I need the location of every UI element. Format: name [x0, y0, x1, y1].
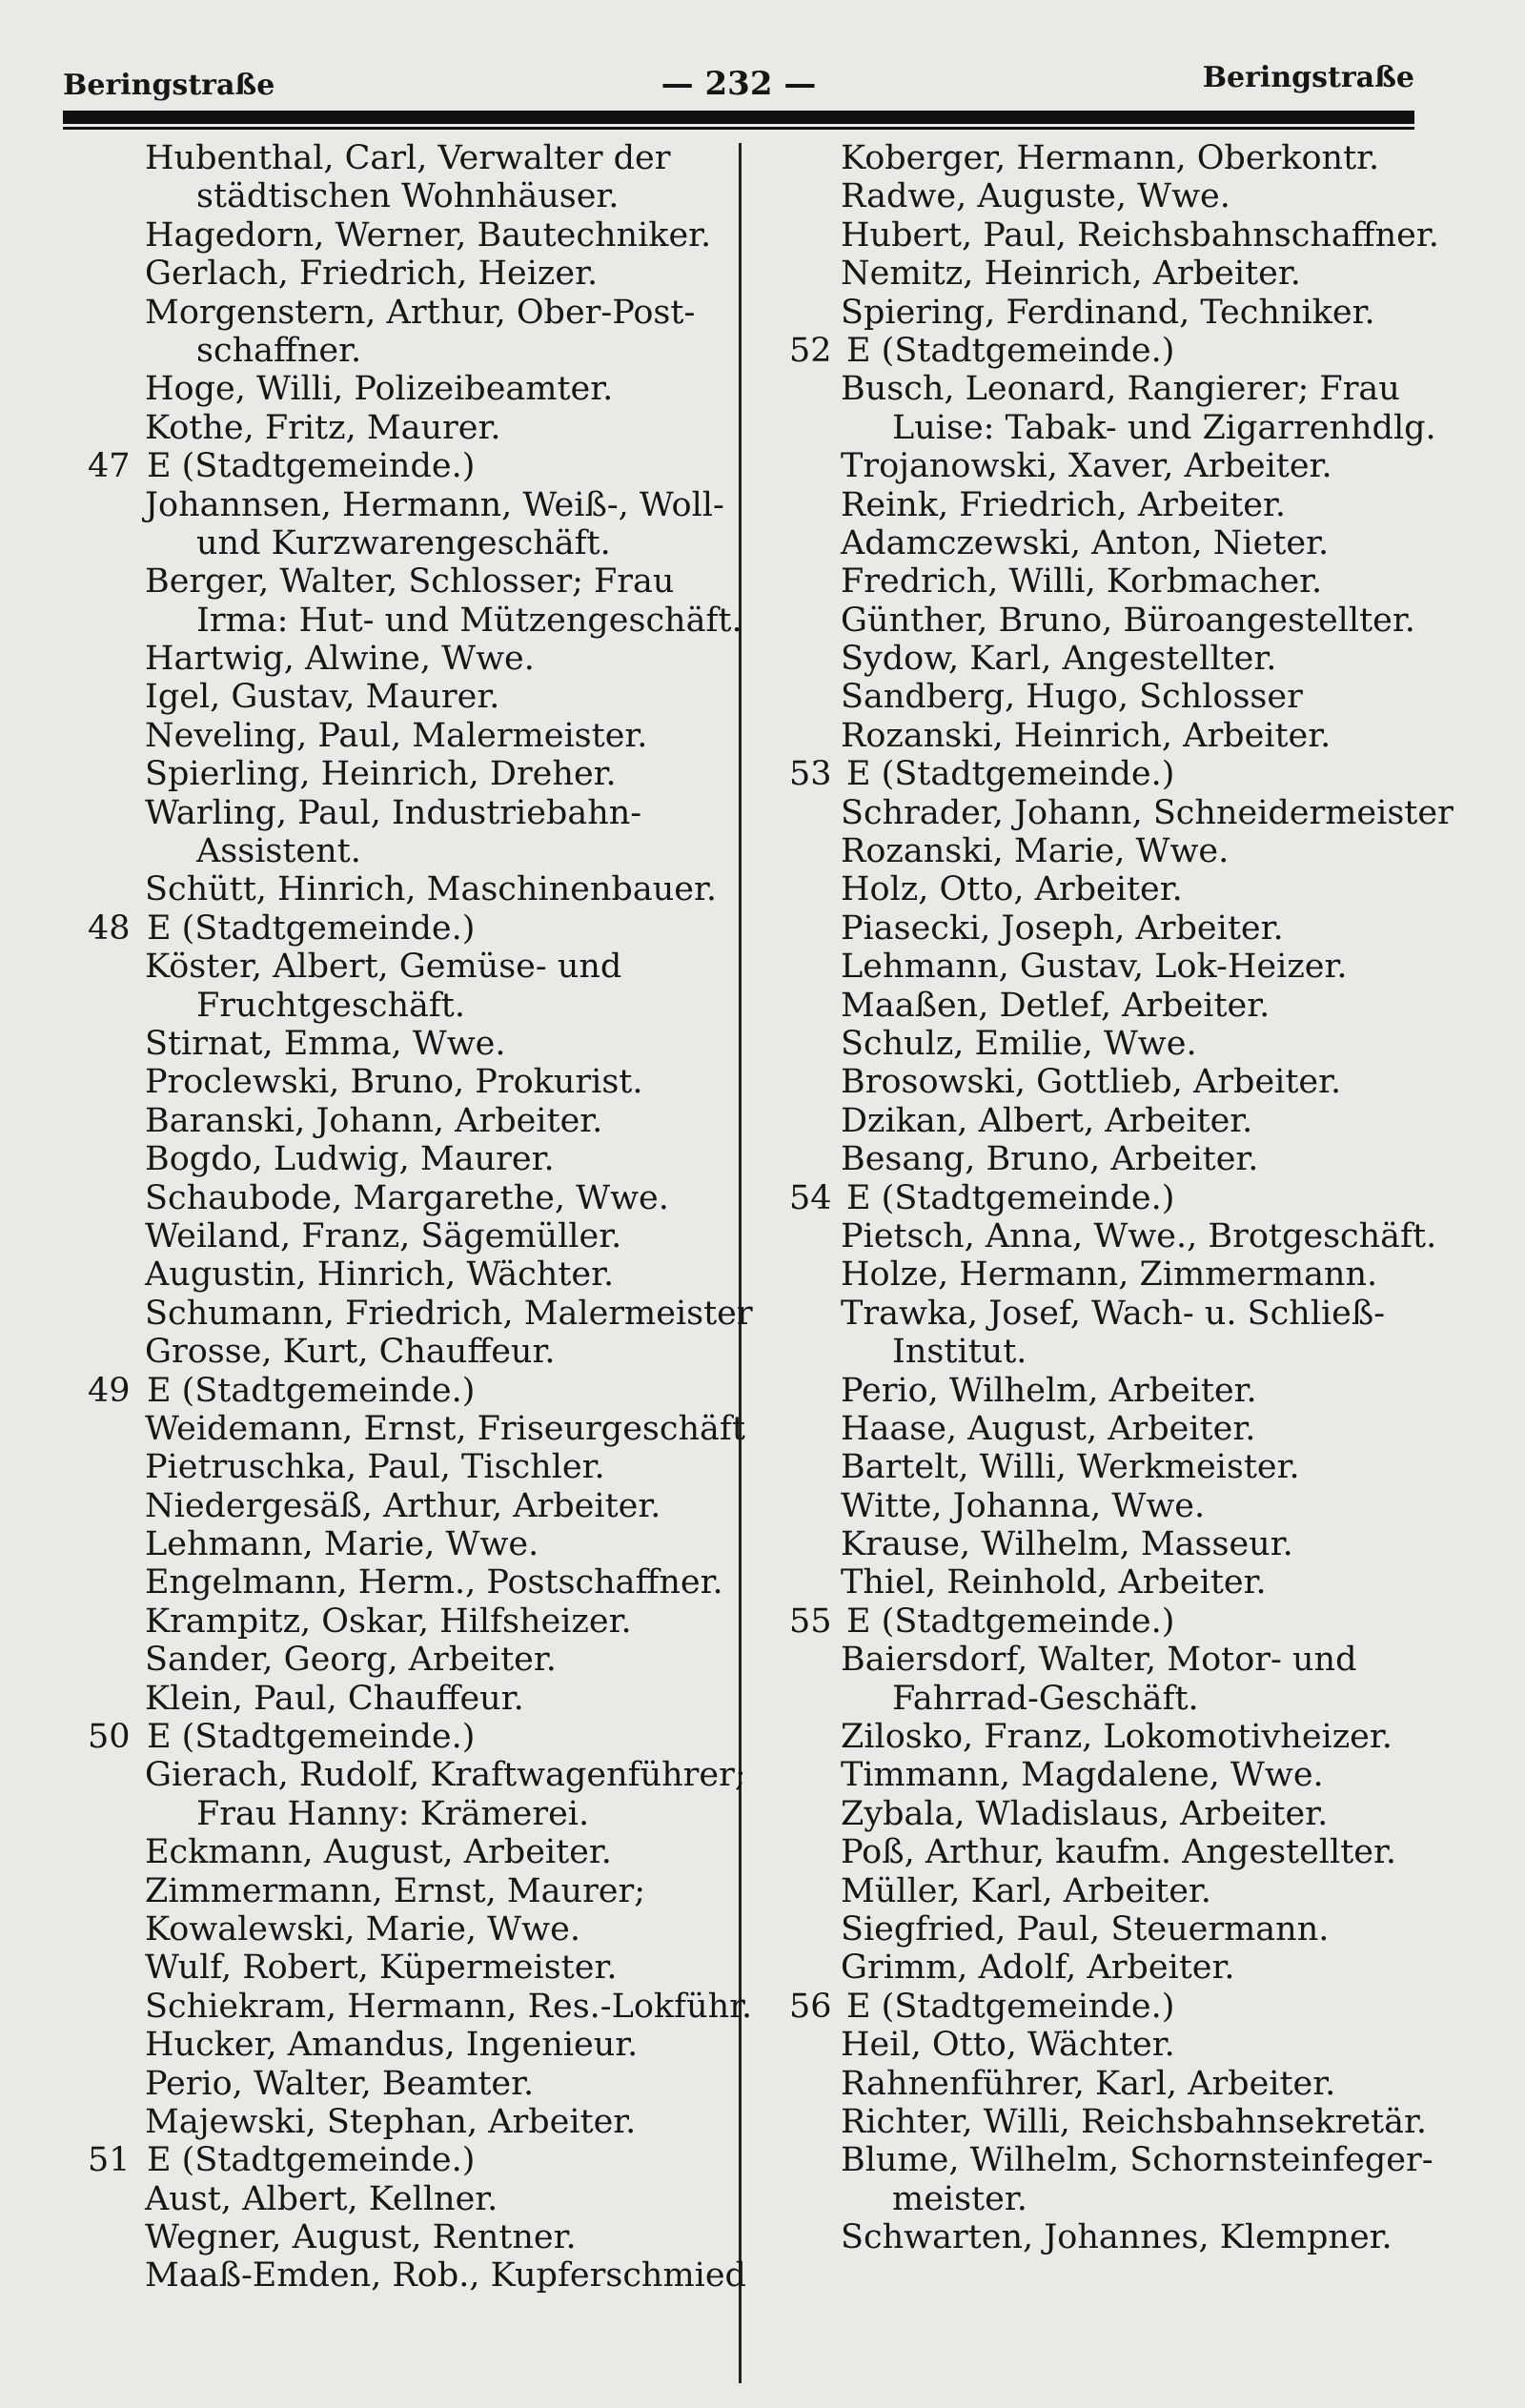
resident-entry: Thiel, Reinhold, Arbeiter. — [841, 1563, 1267, 1602]
right-column — [787, 139, 1474, 2256]
house-number-heading — [88, 1718, 732, 1757]
resident-entry: Schiekram, Hermann, Res.-Lokführ. — [145, 1987, 753, 2026]
resident-entry: Bartelt, Willi, Werkmeister. — [841, 1448, 1300, 1487]
resident-entry: Weiland, Franz, Sägemüller. — [145, 1216, 622, 1255]
resident-entry: Klein, Paul, Chauffeur. — [145, 1679, 524, 1718]
resident-entry-continuation: Luise: Tabak- und Zigarrenhdlg. — [892, 408, 1436, 447]
resident-entry-continuation: Assistent. — [196, 832, 361, 871]
owner-label: E (Stadtgemeinde.) — [147, 908, 476, 948]
resident-entry: Krampitz, Oskar, Hilfsheizer. — [145, 1602, 632, 1641]
house-number-heading — [88, 1371, 732, 1410]
resident-entry: Dzikan, Albert, Arbeiter. — [841, 1101, 1253, 1140]
resident-entry-continuation: meister. — [892, 2179, 1027, 2218]
resident-entry: Haase, August, Arbeiter. — [841, 1409, 1256, 1448]
resident-entry: Augustin, Hinrich, Wächter. — [145, 1255, 615, 1295]
house-number: 54 — [789, 1178, 832, 1217]
house-number-heading — [787, 332, 1474, 370]
resident-entry: Wegner, August, Rentner. — [145, 2218, 577, 2257]
resident-entry: Hagedorn, Werner, Bautechniker. — [145, 215, 712, 255]
resident-entry: Witte, Johanna, Wwe. — [841, 1486, 1206, 1525]
resident-entry: Siegfried, Paul, Steuermann. — [841, 1909, 1330, 1949]
resident-entry: Koberger, Hermann, Oberkontr. — [841, 139, 1380, 177]
resident-entry: Baiersdorf, Walter, Motor- und — [841, 1641, 1357, 1680]
house-number: 49 — [88, 1371, 131, 1410]
resident-entry: Bogdo, Ludwig, Maurer. — [145, 1140, 555, 1179]
resident-entry-continuation: und Kurzwarengeschäft. — [196, 523, 611, 562]
resident-entry-continuation: Institut. — [892, 1333, 1027, 1372]
resident-entry: Schwarten, Johannes, Klempner. — [841, 2218, 1393, 2257]
house-number: 52 — [789, 331, 832, 370]
resident-entry: Hoge, Willi, Polizeibeamter. — [145, 370, 614, 409]
resident-entry: Poß, Arthur, kaufm. Angestellter. — [841, 1833, 1396, 1872]
owner-label: E (Stadtgemeinde.) — [147, 1718, 476, 1757]
header-rule — [63, 111, 1414, 132]
resident-entry: Hubenthal, Carl, Verwalter der — [145, 139, 671, 177]
header-street-left: Beringstraße — [63, 69, 275, 102]
resident-entry: Rozanski, Heinrich, Arbeiter. — [841, 716, 1332, 755]
resident-entry: Baranski, Johann, Arbeiter. — [145, 1101, 603, 1140]
resident-entry: Schumann, Friedrich, Malermeister — [145, 1294, 753, 1333]
house-number: 56 — [789, 1987, 832, 2026]
house-number-heading — [88, 908, 732, 948]
resident-entry: Hucker, Amandus, Ingenieur. — [145, 2026, 639, 2065]
resident-entry: Grosse, Kurt, Chauffeur. — [145, 1333, 556, 1372]
owner-label: E (Stadtgemeinde.) — [846, 1602, 1175, 1641]
resident-entry: Pietsch, Anna, Wwe., Brotgeschäft. — [841, 1216, 1437, 1255]
house-number: 47 — [88, 447, 131, 486]
house-number-heading — [787, 1988, 1474, 2026]
resident-entry: Engelmann, Herm., Postschaffner. — [145, 1563, 723, 1602]
resident-entry: Blume, Wilhelm, Schornsteinfeger- — [841, 2141, 1434, 2180]
owner-label: E (Stadtgemeinde.) — [846, 1178, 1175, 1217]
resident-entry: Hartwig, Alwine, Wwe. — [145, 640, 535, 679]
resident-entry: Sandberg, Hugo, Schlosser — [841, 678, 1303, 717]
house-number: 55 — [789, 1602, 832, 1641]
resident-entry-continuation: Frau Hanny: Krämerei. — [196, 1794, 590, 1833]
resident-entry: Majewski, Stephan, Arbeiter. — [145, 2102, 637, 2141]
resident-entry: Rahnenführer, Karl, Arbeiter. — [841, 2064, 1336, 2103]
resident-entry-continuation: Fruchtgeschäft. — [196, 986, 465, 1025]
resident-entry: Spierling, Heinrich, Dreher. — [145, 755, 617, 794]
header-rule-thin — [63, 127, 1414, 130]
resident-entry: Perio, Wilhelm, Arbeiter. — [841, 1371, 1257, 1410]
resident-entry: Gierach, Rudolf, Kraftwagenführer; — [145, 1756, 746, 1795]
resident-entry: Spiering, Ferdinand, Techniker. — [841, 293, 1375, 332]
resident-entry: Schulz, Emilie, Wwe. — [841, 1024, 1197, 1063]
header-street-right: Beringstraße — [1202, 61, 1414, 94]
resident-entry: Zybala, Wladislaus, Arbeiter. — [841, 1794, 1329, 1833]
resident-entry: Maaßen, Detlef, Arbeiter. — [841, 986, 1271, 1025]
resident-entry: Rozanski, Marie, Wwe. — [841, 832, 1230, 871]
resident-entry: Schaubode, Margarethe, Wwe. — [145, 1178, 669, 1217]
resident-entry: Weidemann, Ernst, Friseurgeschäft — [145, 1409, 745, 1448]
owner-label: E (Stadtgemeinde.) — [846, 755, 1175, 794]
resident-entry: Niedergesäß, Arthur, Arbeiter. — [145, 1486, 661, 1525]
resident-entry: Köster, Albert, Gemüse- und — [145, 948, 622, 987]
resident-entry: Eckmann, August, Arbeiter. — [145, 1833, 612, 1872]
resident-entry: Adamczewski, Anton, Nieter. — [841, 523, 1330, 562]
resident-entry: Warling, Paul, Industriebahn- — [145, 793, 642, 832]
resident-entry: Perio, Walter, Beamter. — [145, 2064, 535, 2103]
owner-label: E (Stadtgemeinde.) — [846, 1987, 1175, 2026]
resident-entry: Proclewski, Bruno, Prokurist. — [145, 1063, 643, 1102]
left-column — [88, 139, 753, 2296]
house-number: 51 — [88, 2141, 131, 2180]
owner-label: E (Stadtgemeinde.) — [846, 331, 1175, 370]
resident-entry: Richter, Willi, Reichsbahnsekretär. — [841, 2102, 1427, 2141]
resident-entry: Schrader, Johann, Schneidermeister — [841, 793, 1454, 832]
house-number-heading — [88, 2141, 732, 2180]
resident-entry: Stirnat, Emma, Wwe. — [145, 1024, 506, 1063]
resident-entry: Schütt, Hinrich, Maschinenbauer. — [145, 870, 717, 909]
resident-entry: Reink, Friedrich, Arbeiter. — [841, 485, 1287, 524]
house-number: 53 — [789, 755, 832, 794]
resident-entry: Holze, Hermann, Zimmermann. — [841, 1255, 1378, 1295]
column-divider — [739, 143, 742, 2383]
resident-entry: Neveling, Paul, Malermeister. — [145, 716, 648, 755]
resident-entry: Kothe, Fritz, Maurer. — [145, 408, 501, 447]
resident-entry: Grimm, Adolf, Arbeiter. — [841, 1949, 1235, 1988]
page-number: — 232 — — [661, 65, 817, 103]
resident-entry: Holz, Otto, Arbeiter. — [841, 870, 1183, 909]
resident-entry: Timmann, Magdalene, Wwe. — [841, 1756, 1324, 1795]
resident-entry: Müller, Karl, Arbeiter. — [841, 1871, 1211, 1910]
resident-entry: Heil, Otto, Wächter. — [841, 2026, 1175, 2065]
owner-label: E (Stadtgemeinde.) — [147, 2141, 476, 2180]
resident-entry: Aust, Albert, Kellner. — [145, 2179, 498, 2218]
resident-entry: Brosowski, Gottlieb, Arbeiter. — [841, 1063, 1342, 1102]
owner-label: E (Stadtgemeinde.) — [147, 447, 476, 486]
house-number-heading — [787, 1179, 1474, 1217]
header-rule-thick — [63, 111, 1414, 124]
resident-entry: Gerlach, Friedrich, Heizer. — [145, 255, 599, 294]
resident-entry: Radwe, Auguste, Wwe. — [841, 177, 1230, 216]
resident-entry: Maaß-Emden, Rob., Kupferschmied — [145, 2256, 746, 2296]
resident-entry: Sydow, Karl, Angestellter. — [841, 640, 1277, 679]
house-number-heading — [88, 447, 732, 486]
owner-label: E (Stadtgemeinde.) — [147, 1371, 476, 1410]
resident-entry: Sander, Georg, Arbeiter. — [145, 1641, 557, 1680]
resident-entry: Pietruschka, Paul, Tischler. — [145, 1448, 605, 1487]
resident-entry: Zilosko, Franz, Lokomotivheizer. — [841, 1718, 1393, 1757]
resident-entry: Morgenstern, Arthur, Ober-Post- — [145, 293, 696, 332]
resident-entry: Berger, Walter, Schlosser; Frau — [145, 562, 675, 602]
resident-entry: Zimmermann, Ernst, Maurer; — [145, 1871, 646, 1910]
resident-entry-continuation: städtischen Wohnhäuser. — [196, 177, 620, 216]
resident-entry-continuation: Fahrrad-Geschäft. — [892, 1679, 1199, 1718]
resident-entry: Lehmann, Gustav, Lok-Heizer. — [841, 948, 1348, 987]
house-number-heading — [787, 1602, 1474, 1641]
resident-entry: Trawka, Josef, Wach- u. Schließ- — [841, 1294, 1386, 1333]
resident-entry: Nemitz, Heinrich, Arbeiter. — [841, 255, 1301, 294]
resident-entry: Kowalewski, Marie, Wwe. — [145, 1909, 580, 1949]
resident-entry: Hubert, Paul, Reichsbahnschaffner. — [841, 215, 1439, 255]
resident-entry: Johannsen, Hermann, Weiß-, Woll- — [145, 485, 724, 524]
house-number: 48 — [88, 908, 131, 948]
resident-entry: Besang, Bruno, Arbeiter. — [841, 1140, 1259, 1179]
resident-entry: Günther, Bruno, Büroangestellter. — [841, 601, 1415, 640]
resident-entry-continuation: Irma: Hut- und Mützengeschäft. — [196, 601, 742, 640]
resident-entry-continuation: schaffner. — [196, 331, 362, 370]
resident-entry: Busch, Leonard, Rangierer; Frau — [841, 370, 1400, 409]
resident-entry: Wulf, Robert, Küpermeister. — [145, 1949, 618, 1988]
resident-entry: Fredrich, Willi, Korbmacher. — [841, 562, 1323, 602]
house-number-heading — [787, 755, 1474, 793]
resident-entry: Igel, Gustav, Maurer. — [145, 678, 500, 717]
resident-entry: Trojanowski, Xaver, Arbeiter. — [841, 447, 1332, 486]
resident-entry: Lehmann, Marie, Wwe. — [145, 1525, 539, 1564]
house-number: 50 — [88, 1718, 131, 1757]
resident-entry: Krause, Wilhelm, Masseur. — [841, 1525, 1293, 1564]
resident-entry: Piasecki, Joseph, Arbeiter. — [841, 908, 1284, 948]
page-header — [63, 61, 1414, 109]
